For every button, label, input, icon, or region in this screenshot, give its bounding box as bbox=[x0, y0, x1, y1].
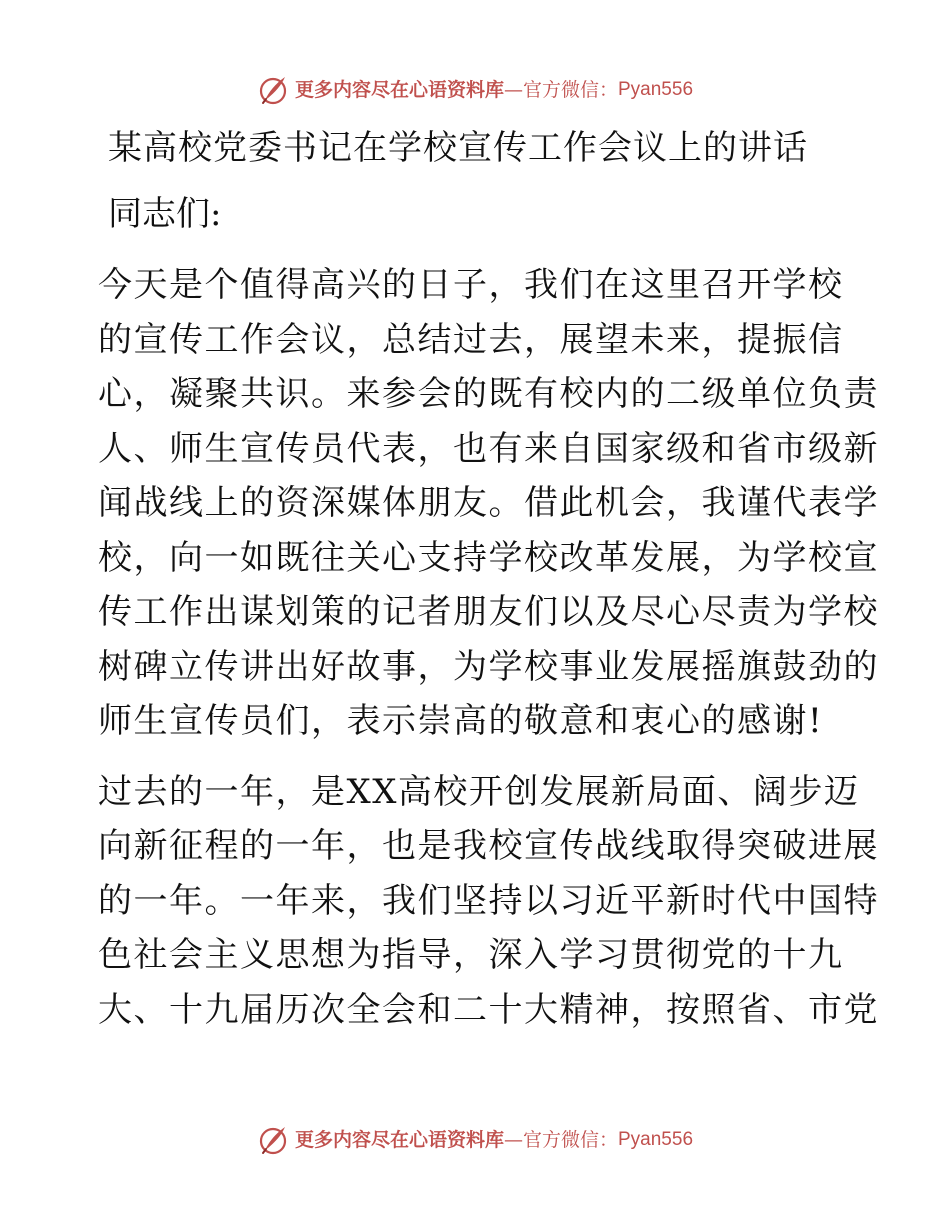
footer-watermark bbox=[0, 1120, 950, 1160]
paragraph-line: 的一年。一年来，我们坚持以习近平新时代中国特 bbox=[98, 880, 879, 921]
paragraph-line: 大、十九届历次全会和二十大精神，按照省、市党 bbox=[98, 989, 879, 1030]
paragraph-line: 向新征程的一年，也是我校宣传战线取得突破进展 bbox=[98, 826, 879, 866]
document-title: 某高校党委书记在学校宣传工作会议上的讲话 bbox=[108, 128, 808, 168]
paragraph-line: 心，凝聚共识。来参会的既有校内的二级单位负责 bbox=[98, 374, 879, 414]
paragraph-line: 色社会主义思想为指导，深入学习贯彻党的十九 bbox=[98, 935, 844, 975]
paragraph-line: 师生宣传员们，表示崇高的敬意和衷心的感谢! bbox=[98, 701, 824, 741]
watermark-dash: — bbox=[503, 1129, 523, 1151]
paragraph-1 bbox=[98, 258, 879, 749]
watermark-site-text: 更多内容尽在心语资料库 bbox=[294, 79, 504, 101]
watermark-wechat-id: Pyan556 bbox=[618, 1129, 694, 1150]
document-body bbox=[98, 120, 879, 1037]
paragraph-line: 树碑立传讲出好故事，为学校事业发展摇旗鼓劲的 bbox=[98, 646, 879, 687]
paragraph-line: 的宣传工作会议，总结过去，展望未来，提振信 bbox=[98, 319, 844, 360]
watermark-wechat-label: 官方微信： bbox=[522, 79, 618, 101]
header-watermark bbox=[0, 70, 950, 110]
paragraph-line: 人、师生宣传员代表，也有来自国家级和省市级新 bbox=[98, 428, 879, 469]
paragraph-line: 闻战线上的资深媒体朋友。借此机会，我谨代表学 bbox=[98, 483, 879, 523]
watermark-dash: — bbox=[503, 79, 523, 101]
paragraph-line: 传工作出谋划策的记者朋友们以及尽心尽责为学校 bbox=[98, 592, 879, 632]
watermark-site-text: 更多内容尽在心语资料库 bbox=[294, 1129, 504, 1151]
quill-pen-logo-icon bbox=[257, 1124, 289, 1156]
paragraph-line: 今天是个值得高兴的日子，我们在这里召开学校 bbox=[98, 265, 844, 305]
watermark-wechat-label: 官方微信： bbox=[522, 1129, 618, 1151]
salutation: 同志们: bbox=[108, 194, 222, 234]
paragraph-line: 校，向一如既往关心支持学校改革发展，为学校宣 bbox=[98, 537, 879, 578]
quill-pen-logo-icon bbox=[257, 74, 289, 106]
paragraph-2 bbox=[98, 765, 879, 1038]
watermark-wechat-id: Pyan556 bbox=[618, 79, 694, 100]
paragraph-line: 过去的一年，是XX高校开创发展新局面、阔步迈 bbox=[98, 771, 860, 812]
